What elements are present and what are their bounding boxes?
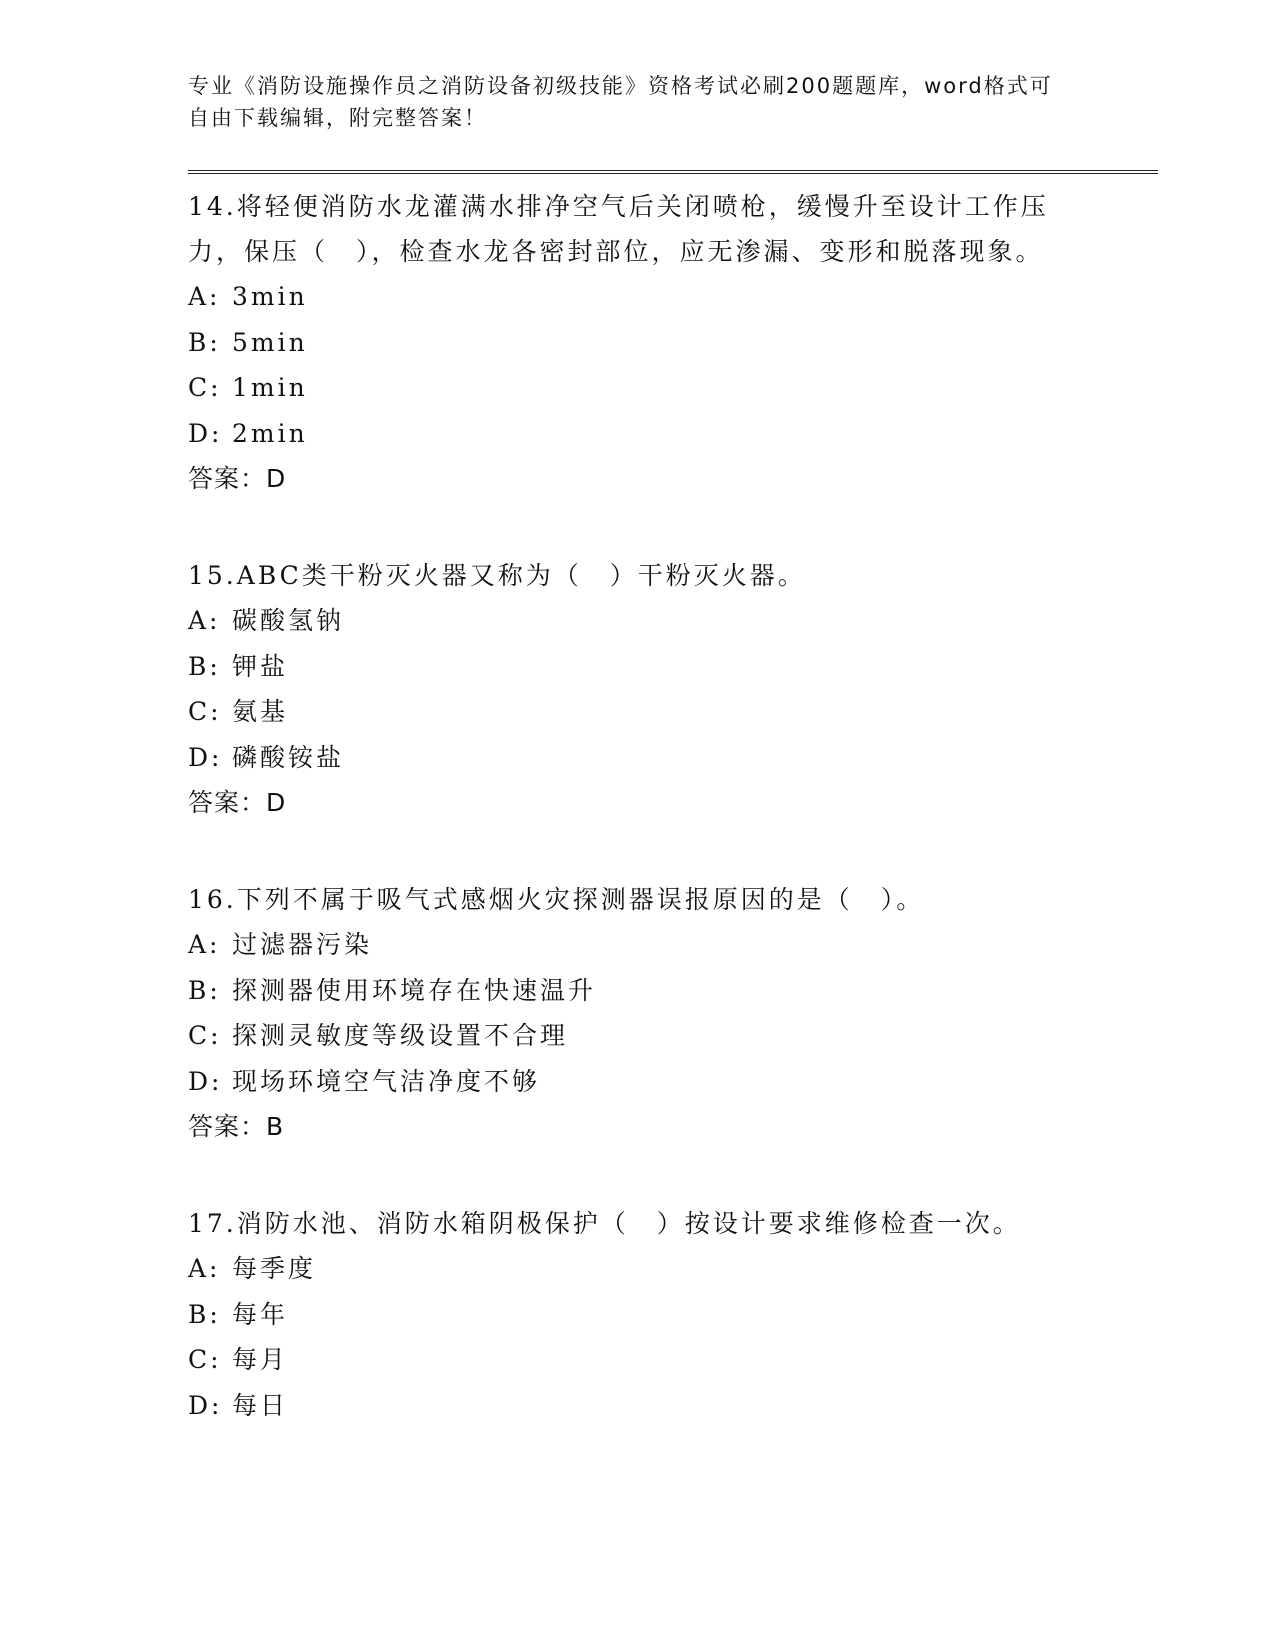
question-15 <box>188 553 1158 825</box>
answer-value: D <box>266 464 287 493</box>
spacer <box>188 825 1158 871</box>
option-key: B: <box>188 1299 221 1329</box>
spacer <box>188 501 1158 547</box>
option-key: B: <box>188 975 221 1005</box>
option-key: C: <box>188 373 222 402</box>
option-b <box>188 1292 1158 1338</box>
answer-label: 答案： <box>188 788 267 817</box>
option-text: 每月 <box>232 1345 289 1374</box>
option-text: 每季度 <box>232 1254 317 1283</box>
option-text: 钾盐 <box>232 651 289 681</box>
answer-value: B <box>266 1112 285 1141</box>
document-page <box>188 70 1158 1428</box>
option-d <box>188 411 1158 457</box>
option-d <box>188 1059 1158 1105</box>
option-b <box>188 968 1158 1014</box>
option-text: 每日 <box>232 1390 289 1420</box>
option-key: A: <box>188 930 221 959</box>
question-14 <box>188 184 1158 501</box>
option-a <box>188 1246 1158 1292</box>
answer-label: 答案： <box>188 1112 267 1141</box>
option-key: C: <box>188 697 222 726</box>
option-text: 氨基 <box>232 697 289 726</box>
option-text: 探测器使用环境存在快速温升 <box>232 975 597 1005</box>
option-b <box>188 644 1158 690</box>
option-b <box>188 320 1158 366</box>
option-key: B: <box>188 327 221 357</box>
option-key: A: <box>188 282 221 311</box>
option-key: B: <box>188 651 221 681</box>
option-a <box>188 922 1158 968</box>
option-text: 碳酸氢钠 <box>232 606 345 635</box>
header-note: 专业《消防设施操作员之消防设备初级技能》资格考试必刷200题题库，word格式可自由下载编辑，附完整答案！ <box>188 74 1053 130</box>
option-key: C: <box>188 1021 222 1050</box>
option-text: 过滤器污染 <box>232 930 373 959</box>
option-key: D: <box>188 418 223 448</box>
option-d <box>188 1383 1158 1429</box>
question-stem: 14.将轻便消防水龙灌满水排净空气后关闭喷枪，缓慢升至设计工作压力，保压（ ），检查水龙各密封部位，应无渗漏、变形和脱落现象。 <box>188 192 1049 266</box>
option-c <box>188 689 1158 735</box>
question-stem: 16.下列不属于吸气式感烟火灾探测器误报原因的是（ ）。 <box>188 885 925 914</box>
option-a <box>188 598 1158 644</box>
option-text: 2min <box>232 418 308 448</box>
question-stem: 17.消防水池、消防水箱阴极保护（ ）按设计要求维修检查一次。 <box>188 1209 1021 1238</box>
answer-line <box>188 1104 1158 1149</box>
option-text: 5min <box>232 327 308 357</box>
question-16 <box>188 877 1158 1149</box>
option-key: D: <box>188 1390 223 1420</box>
option-a <box>188 274 1158 320</box>
option-c <box>188 365 1158 411</box>
option-key: A: <box>188 1254 221 1283</box>
option-text: 探测灵敏度等级设置不合理 <box>232 1021 569 1050</box>
answer-line <box>188 456 1158 501</box>
option-text: 每年 <box>232 1299 289 1329</box>
spacer <box>188 1149 1158 1195</box>
question-17 <box>188 1201 1158 1428</box>
option-text: 3min <box>232 282 308 311</box>
option-key: D: <box>188 742 223 772</box>
answer-label: 答案： <box>188 464 267 493</box>
option-key: C: <box>188 1345 222 1374</box>
option-key: A: <box>188 606 221 635</box>
question-stem: 15.ABC类干粉灭火器又称为（ ）干粉灭火器。 <box>188 561 806 590</box>
option-text: 1min <box>232 373 308 402</box>
option-d <box>188 735 1158 781</box>
header-divider <box>188 170 1158 174</box>
option-text: 现场环境空气洁净度不够 <box>232 1066 541 1096</box>
option-key: D: <box>188 1066 223 1096</box>
option-text: 磷酸铵盐 <box>232 742 345 772</box>
answer-value: D <box>266 788 287 817</box>
option-c <box>188 1337 1158 1383</box>
option-c <box>188 1013 1158 1059</box>
answer-line <box>188 780 1158 825</box>
